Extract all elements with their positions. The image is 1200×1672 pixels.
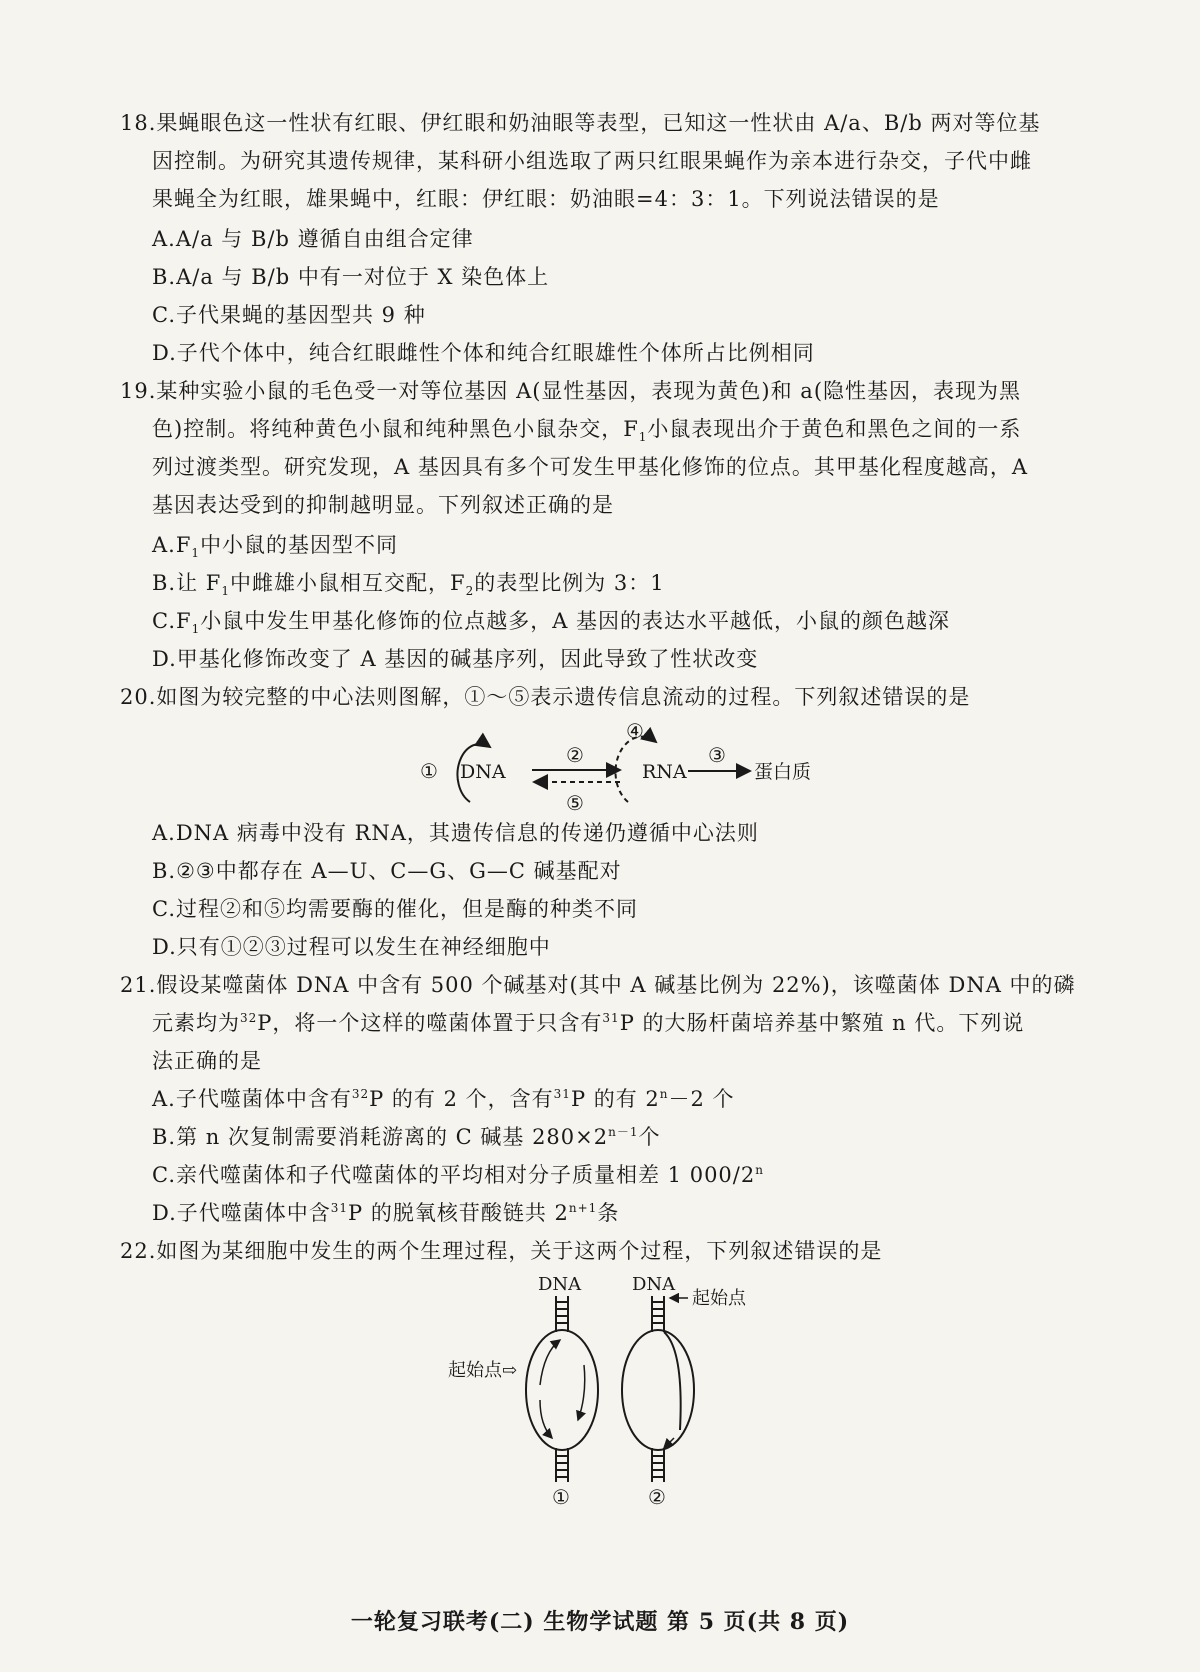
q19-option-a: $A.F_1$中小鼠的基因型不同 bbox=[152, 533, 399, 561]
q19-stem-line2: 色)控制。将纯种黄色小鼠和纯种黑色小鼠杂交，$F_1$小鼠表现出介于黄色和黑色之间的一系 bbox=[152, 417, 1022, 445]
q21-option-d: D.子代噬菌体中含$^{31}$P 的脱氧核苷酸链共 $2^{n+1}$条 bbox=[152, 1201, 620, 1225]
q19-option-d: D.甲基化修饰改变了 A 基因的碱基序列，因此导致了性状改变 bbox=[152, 647, 759, 671]
inner-arrow-down-right bbox=[578, 1365, 585, 1420]
q18-stem-line3: 果蝇全为红眼，雄果蝇中，红眼：伊红眼：奶油眼=4：3：1。下列说法错误的是 bbox=[152, 187, 940, 211]
replication-bubble-left bbox=[526, 1330, 598, 1450]
q19-stem-line1: 19.某种实验小鼠的毛色受一对等位基因 A(显性基因，表现为黄色)和 a(隐性基因，表现为黑 bbox=[120, 379, 1022, 403]
protein-label: 蛋白质 bbox=[754, 761, 812, 783]
q18-stem-line1: 18.果蝇眼色这一性状有红眼、伊红眼和奶油眼等表型，已知这一性状由 A/a、B/b 两对等位基 bbox=[120, 111, 1041, 135]
q21-option-b: B.第 n 次复制需要消耗游离的 C 碱基 $280\times 2^{n-1}$个 bbox=[152, 1125, 661, 1149]
dna-ladder-bottom-left bbox=[556, 1448, 568, 1482]
process-5-label: ⑤ bbox=[566, 791, 584, 815]
process-3-label: ③ bbox=[708, 743, 726, 767]
rna-label: RNA bbox=[642, 761, 687, 783]
inner-arrow-up-left bbox=[540, 1340, 560, 1385]
q19-option-b: B.让 $F_1$中雌雄小鼠相互交配，$F_2$的表型比例为 3：1 bbox=[152, 571, 665, 599]
dna-ladder-bottom-right bbox=[652, 1448, 664, 1482]
q20-option-d: D.只有①②③过程可以发生在神经细胞中 bbox=[152, 935, 551, 959]
structure-1-label: ① bbox=[552, 1485, 570, 1506]
q19-option-c: $C.F_1$小鼠中发生甲基化修饰的位点越多，A 基因的表达水平越低，小鼠的颜色越深 bbox=[152, 609, 951, 637]
dna-ladder-top-right bbox=[652, 1296, 664, 1332]
q21-option-c: C.亲代噬菌体和子代噬菌体的平均相对分子质量相差 1 000/2$^n$ bbox=[152, 1163, 764, 1187]
dna-label-left: DNA bbox=[538, 1274, 582, 1295]
q20-option-c: C.过程②和⑤均需要酶的催化，但是酶的种类不同 bbox=[152, 897, 638, 921]
central-dogma-diagram bbox=[420, 722, 820, 822]
origin-label-right: 起始点 bbox=[692, 1288, 746, 1309]
q20-stem: 20.如图为较完整的中心法则图解，①～⑤表示遗传信息流动的过程。下列叙述错误的是 bbox=[120, 685, 971, 709]
q18-option-a: A.A/a 与 B/b 遵循自由组合定律 bbox=[152, 227, 474, 251]
q20-option-b: B.②③中都存在 A—U、C—G、G—C 碱基配对 bbox=[152, 859, 622, 883]
q18-option-d: D.子代个体中，纯合红眼雌性个体和纯合红眼雄性个体所占比例相同 bbox=[152, 341, 815, 365]
dna-label: DNA bbox=[460, 761, 506, 783]
structure-2-label: ② bbox=[648, 1485, 666, 1506]
process-4-label: ④ bbox=[626, 722, 644, 743]
new-strand-right bbox=[664, 1332, 681, 1430]
q20-option-a: A.DNA 病毒中没有 RNA，其遗传信息的传递仍遵循中心法则 bbox=[152, 821, 759, 845]
q21-stem-line1: 21.假设某噬菌体 DNA 中含有 500 个碱基对(其中 A 碱基比例为 22%)，该噬菌体 DNA 中的磷 bbox=[120, 973, 1076, 997]
page-footer: 一轮复习联考(二) 生物学试题 第 5 页(共 8 页) bbox=[350, 1609, 850, 1635]
dna-replication-diagram bbox=[440, 1270, 780, 1506]
q18-stem-line2: 因控制。为研究其遗传规律，某科研小组选取了两只红眼果蝇作为亲本进行杂交，子代中雌 bbox=[152, 149, 1032, 173]
dna-label-right: DNA bbox=[632, 1274, 676, 1295]
q18-option-c: C.子代果蝇的基因型共 9 种 bbox=[152, 303, 426, 327]
replication-bubble-right bbox=[622, 1330, 694, 1450]
q19-stem-line4: 基因表达受到的抑制越明显。下列叙述正确的是 bbox=[152, 493, 614, 517]
q22-stem: 22.如图为某细胞中发生的两个生理过程，关于这两个过程，下列叙述错误的是 bbox=[120, 1239, 883, 1263]
process-2-label: ② bbox=[566, 743, 584, 767]
q18-option-b: B.A/a 与 B/b 中有一对位于 X 染色体上 bbox=[152, 265, 550, 289]
inner-arrow-down-left bbox=[540, 1400, 552, 1438]
q21-stem-line2: 元素均为$^{32}$P，将一个这样的噬菌体置于只含有$^{31}$P 的大肠杆菌培养基中繁殖 n 代。下列说 bbox=[152, 1011, 1025, 1035]
q19-stem-line3: 列过渡类型。研究发现，A 基因具有多个可发生甲基化修饰的位点。其甲基化程度越高，A bbox=[152, 455, 1029, 479]
dna-ladder-top-left bbox=[556, 1296, 568, 1332]
q21-option-a: A.子代噬菌体中含有$^{32}$P 的有 2 个，含有$^{31}$P 的有 $2^n-2$ 个 bbox=[152, 1087, 735, 1111]
origin-label-left: 起始点⇨ bbox=[448, 1360, 518, 1381]
q21-stem-line3: 法正确的是 bbox=[152, 1049, 262, 1073]
process-1-label: ① bbox=[420, 759, 438, 783]
